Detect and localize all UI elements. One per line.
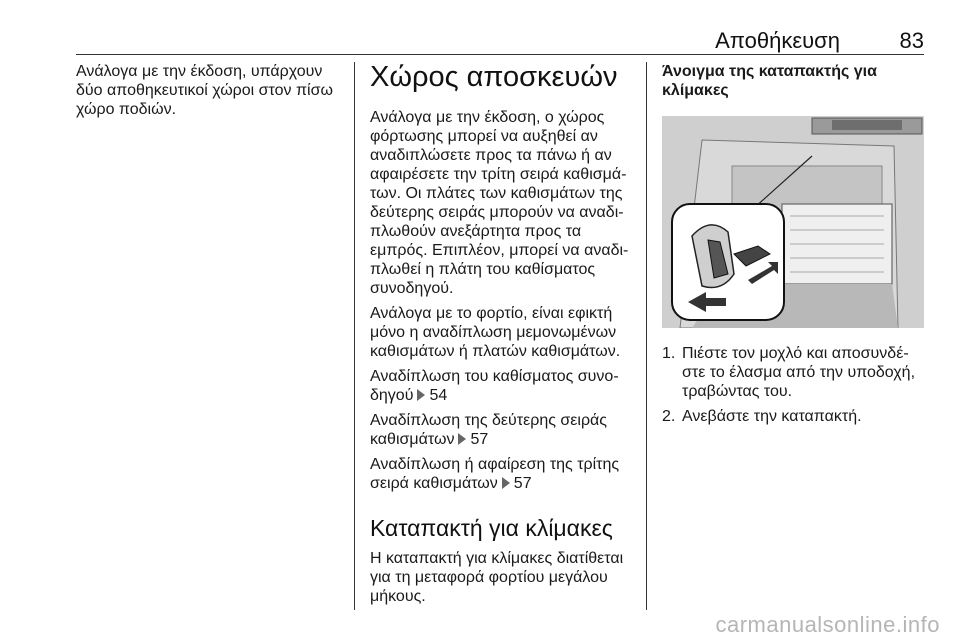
cross-reference-2 xyxy=(370,411,640,449)
page-number: 83 xyxy=(899,28,924,53)
middle-column xyxy=(370,62,640,612)
running-header-title: Αποθήκευση xyxy=(715,28,840,53)
subsection-heading-ladder-hatch: Καταπακτή για κλίμακες xyxy=(370,515,613,541)
footwell-storage-paragraph: Ανάλογα με την έκδοση, υπάρχουν δύο αποθηκευτικοί χώροι στον πίσω χώρο ποδιών. xyxy=(76,63,333,118)
cross-reference-page: 54 xyxy=(429,387,448,404)
step-text: Πιέστε τον μοχλό και αποσυνδέ- στε το έλασμα από την υποδοχή, τραβώντας του. xyxy=(682,345,916,400)
cross-reference-3 xyxy=(370,455,640,493)
column-divider-left xyxy=(354,62,355,610)
cross-reference-1 xyxy=(370,367,640,405)
cross-reference-page: 57 xyxy=(470,431,489,448)
steps-list xyxy=(662,344,924,426)
right-column xyxy=(662,62,924,432)
step-number: 1. xyxy=(662,345,676,362)
cargo-area-illustration xyxy=(662,116,924,328)
step-text: Ανεβάστε την καταπακτή. xyxy=(682,408,862,425)
cross-reference-text: Αναδίπλωση του καθίσματος συνο- δηγού xyxy=(370,368,619,404)
luggage-paragraph-2: Ανάλογα με το φορτίο, είναι εφικτή μόνο η αναδίπλωση μεμονωμένων καθισμάτων ή πλατών καθισμάτων. xyxy=(370,305,621,360)
list-item xyxy=(662,344,924,401)
luggage-paragraph-1: Ανάλογα με την έκδοση, ο χώρος φόρτωσης μπορεί να αυξηθεί αν αναδιπλώσετε προς τα πάνω ή αν αφαιρέσετε την τρίτη σειρά καθισμά- των. Οι πλάτες των καθισμάτων της δεύτερης σειράς μπορούν να αναδι- πλωθούν ανεξάρτητα προς τα εμπρός. Επιπλέον, μπορεί να αναδι- πλωθεί η πλάτη του καθίσματος συνοδηγού. xyxy=(370,109,629,297)
section-heading-luggage: Χώρος αποσκευών xyxy=(370,61,618,93)
list-item xyxy=(662,407,924,426)
ladder-hatch-paragraph: Η καταπακτή για κλίμακες διατίθεται για τη μεταφορά φορτίου μεγάλου μήκους. xyxy=(370,550,624,605)
header-rule xyxy=(76,54,924,55)
cross-reference-text: Αναδίπλωση ή αφαίρεση της τρίτης σειρά καθισμάτων xyxy=(370,456,620,492)
cross-reference-text: Αναδίπλωση της δεύτερης σειράς καθισμάτων xyxy=(370,412,607,448)
watermark: carmanualsonline.info xyxy=(715,612,940,637)
opening-hatch-heading: Άνοιγμα της καταπακτής για κλίμακες xyxy=(662,63,877,99)
step-number: 2. xyxy=(662,408,676,425)
page-reference-arrow-icon xyxy=(417,389,425,401)
page-reference-arrow-icon xyxy=(458,433,466,445)
column-divider-right xyxy=(646,62,647,610)
page-reference-arrow-icon xyxy=(502,477,510,489)
cross-reference-page: 57 xyxy=(513,475,532,492)
left-column xyxy=(76,62,344,125)
